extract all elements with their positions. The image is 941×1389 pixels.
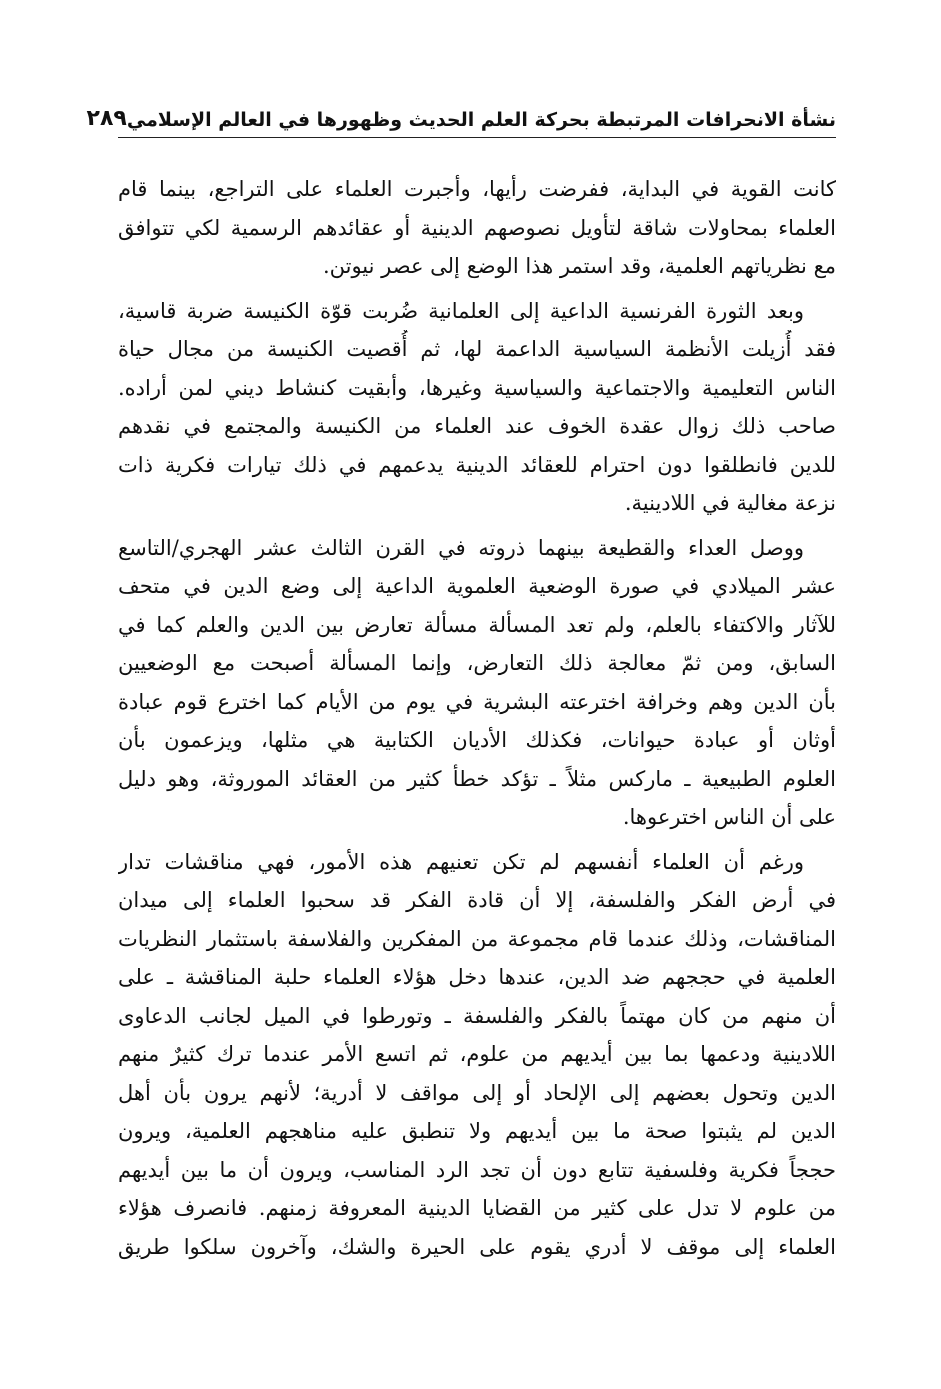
text-line: العلماء إلى موقف لا أدري يقوم على الحيرة والشك، وآخرون سلكوا طريق [118, 1234, 836, 1259]
text-line: حججاً فكرية وفلسفية تتابع دون أن تجد الرد المناسب، ويرون أن ما بين أيديهم [118, 1157, 836, 1182]
text-line: بأن الدين وهم وخرافة اخترعته البشرية في يوم من الأيام كما اخترع قوم عبادة [118, 689, 836, 714]
text-line: عشر الميلادي في صورة الوضعية العلموية الداعية إلى وضع الدين في متحف [118, 574, 836, 598]
text-line: العلماء بمحاولات شاقة لتأويل نصوصهم الدينية أو عقائدهم الرسمية لكي تتوافق [118, 215, 836, 240]
text-line: أن منهم من كان مهتماً بالفكر والفلسفة ـ وتورطوا في الميل لجانب الدعاوى [118, 1003, 836, 1028]
text-line: العلوم الطبيعية ـ ماركس مثلاً ـ تؤكد خطأ كثير من العقائد الموروثة، وهو دليل [118, 766, 836, 791]
running-title: نشأة الانحرافات المرتبطة بحركة العلم الحديث وظهورها في العالم الإسلامي [126, 109, 836, 131]
page-number: ٢٨٩ [86, 106, 127, 131]
text-line: ورغم أن العلماء أنفسهم لم تكن تعنيهم هذه الأمور، فهي مناقشات تدار [118, 849, 804, 874]
text-line: العلمية في حججهم ضد الدين، عندها دخل هؤلاء العلماء حلبة المناقشة ـ على [118, 965, 836, 989]
body-text [118, 170, 836, 1266]
text-line: ووصل العداء والقطيعة بينهما ذروته في القرن الثالث عشر الهجري/التاسع [118, 535, 804, 560]
text-line: فقد أُزيلت الأنظمة السياسية الداعمة لها، ثم أُقصيت الكنيسة من مجال حياة [118, 337, 836, 361]
text-line: السابق، ومن ثمّ معالجة ذلك التعارض، وإنما المسألة أصبحت مع الوضعيين [118, 651, 836, 675]
text-line: مع نظرياتهم العلمية، وقد استمر هذا الوضع إلى عصر نيوتن. [322, 254, 836, 278]
text-line: أوثان أو عبادة حيوانات، فكذلك الأديان الكتابية هي مثلها، ويزعمون بأن [118, 728, 836, 752]
text-line: نزعة مغالية في اللادينية. [624, 491, 836, 515]
paragraph [118, 529, 836, 837]
paragraph [118, 170, 836, 286]
text-line: للدين فانطلقوا دون احترام للعقائد الدينية يدعمهم في ذلك تيارات فكرية ذات [118, 452, 836, 477]
text-line: الدين لم يثبتوا صحة ما بين أيديهم ولا تنطبق عليه مناهجهم العلمية، ويرون [118, 1119, 836, 1143]
text-line: على أن الناس اخترعوها. [622, 805, 836, 829]
paragraph [118, 292, 836, 523]
text-line: صاحب ذلك زوال عقدة الخوف عند العلماء من الكنيسة والمجتمع في نقدهم [118, 414, 836, 438]
text-line: الدين وتحول بعضهم إلى الإلحاد أو إلى مواقف لا أدرية؛ لأنهم يرون بأن أهل [118, 1080, 836, 1105]
text-line: كانت القوية في البداية، ففرضت رأيها، وأجبرت العلماء على التراجع، بينما قام [118, 177, 836, 201]
text-line: للآثار والاكتفاء بالعلم، ولم تعد المسألة مسألة تعارض بين الدين والعلم كما في [118, 612, 836, 637]
text-line: اللادينية ودعمها بما بين أيديهم من علوم، ثم اتسع الأمر عندما ترك كثيرٌ منهم [118, 1042, 836, 1066]
page-header [86, 96, 836, 138]
text-line: من علوم لا تدل على كثير من القضايا الدينية المعروفة زمنهم. فانصرف هؤلاء [118, 1196, 836, 1220]
text-line: الناس التعليمية والاجتماعية والسياسية وغيرها، وأبقيت كنشاط ديني لمن أراده. [118, 375, 836, 400]
text-line: في أرض الفكر والفلسفة، إلا أن قادة الفكر قد سحبوا العلماء إلى ميدان [118, 888, 836, 912]
text-line: وبعد الثورة الفرنسية الداعية إلى العلمانية ضُربت قوّة الكنيسة ضربة قاسية، [118, 298, 804, 323]
text-line: المناقشات، وذلك عندما قام مجموعة من المفكرين والفلاسفة باستثمار النظريات [118, 926, 836, 951]
paragraph [118, 843, 836, 1267]
